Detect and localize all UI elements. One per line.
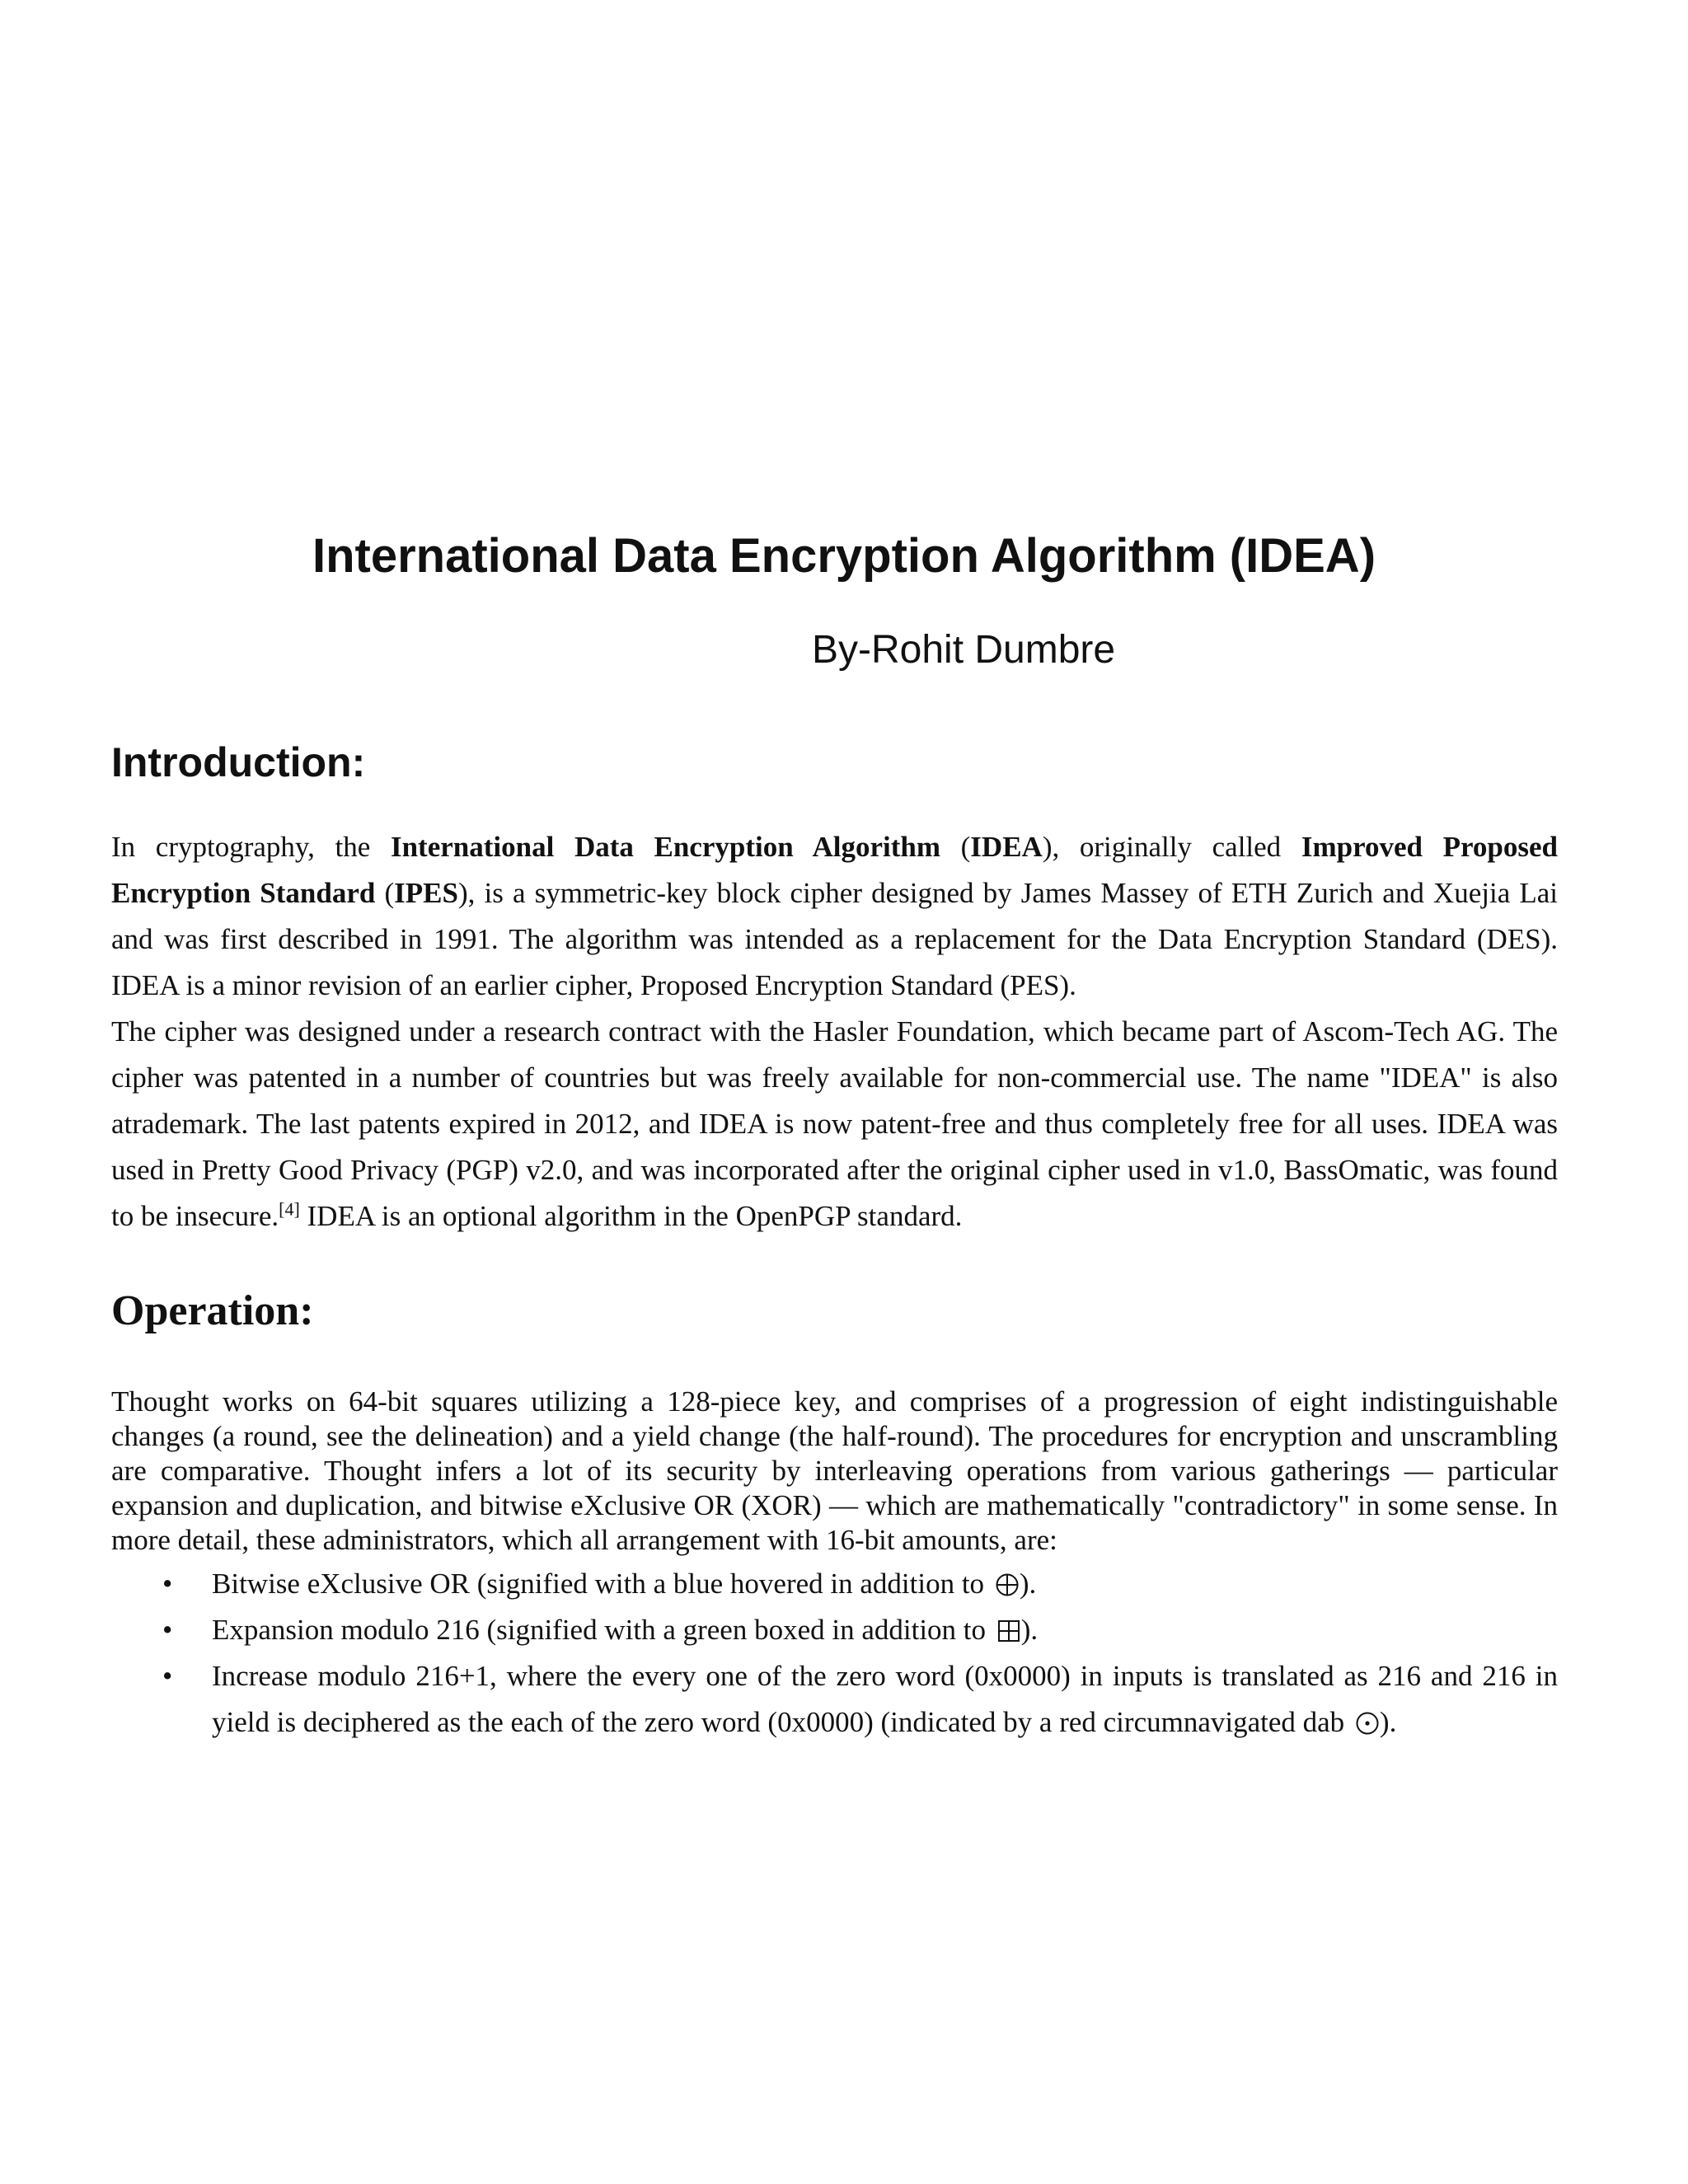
bullet-icon: • [162,1614,173,1646]
introduction-heading: Introduction: [111,739,366,785]
text-run: The cipher was designed under a research contract with the Hasler Foundation, which became part of Ascom-Tech AG. The cipher was patented in a number of countries but was freely available for non-commercial use. The name "IDEA" is also atrademark. The last patents expired in 2012, and IDEA is now patent-free and thus completely free for all uses. IDEA was used in Pretty Good Privacy (PGP) v2.0, and was incorporated after the original cipher used in v1.0, BassOmatic, was found to be insecure. [111,1015,1558,1232]
introduction-paragraph-2 [111,1009,1558,1240]
author-line: By-Rohit Dumbre [812,628,1116,672]
bullet-icon: • [162,1568,173,1600]
text-run: ( [940,831,971,863]
text-run: In cryptography, the [111,831,391,863]
list-item-end: ). [1019,1568,1037,1600]
text-run: ( [375,877,395,909]
term-ipes-abbr: IPES [394,877,458,909]
operation-heading: Operation: [111,1287,314,1334]
boxed-plus-icon [996,1619,1021,1643]
circled-plus-icon [995,1572,1020,1597]
operation-section [111,1385,1558,1746]
operation-paragraph: Thought works on 64-bit squares utilizing a 128-piece key, and comprises of a progression of eight indistinguishable changes (a round, see the delineation) and a yield change (the half-round). The procedures for encryption and unscrambling are comparative. Thought infers a lot of its security by interleaving operations from various gatherings — particular expansion and duplication, and bitwise eXclusive OR (XOR) — which are mathematically "contradictory" in some sense. In more detail, these administrators, which all arrangement with 16-bit amounts, are: [111,1385,1558,1556]
list-item-text: Expansion modulo 216 (signified with a green boxed in addition to [212,1614,993,1646]
reference-link[interactable]: [4] [279,1198,300,1220]
text-run: IDEA is an optional algorithm in the OpenPGP standard. [299,1200,963,1232]
introduction-paragraph-1 [111,824,1558,1009]
text-run: ), originally called [1042,831,1301,863]
bullet-icon: • [162,1660,173,1692]
document-title: International Data Encryption Algorithm (IDEA) [312,529,1376,583]
circled-dot-icon [1355,1711,1380,1736]
list-item-end: ). [1020,1614,1039,1646]
term-ipes-full: Improved Proposed Encryption Standard [111,831,1558,909]
list-item [111,1561,1558,1607]
list-item [111,1607,1558,1653]
list-item [111,1653,1558,1746]
term-idea-full: International Data Encryption Algorithm [390,831,940,863]
introduction-section [111,824,1558,1240]
list-item-text: Bitwise eXclusive OR (signified with a blue hovered in addition to [212,1568,992,1600]
term-idea-abbr: IDEA [970,831,1043,863]
text-run: ), is a symmetric-key block cipher designed by James Massey of ETH Zurich and Xuejia Lai and was first described in 1991. The algorithm was intended as a replacement for the Data Encryption Standard (DES). IDEA is a minor revision of an earlier cipher, Proposed Encryption Standard (PES). [111,877,1558,1001]
list-item-end: ). [1379,1706,1397,1738]
list-item-text: Increase modulo 216+1, where the every one of the zero word (0x0000) in inputs is translated as 216 and 216 in yield is deciphered as the each of the zero word (0x0000) (indicated by a red circumnavigated dab [212,1660,1558,1738]
operator-list [111,1561,1558,1746]
